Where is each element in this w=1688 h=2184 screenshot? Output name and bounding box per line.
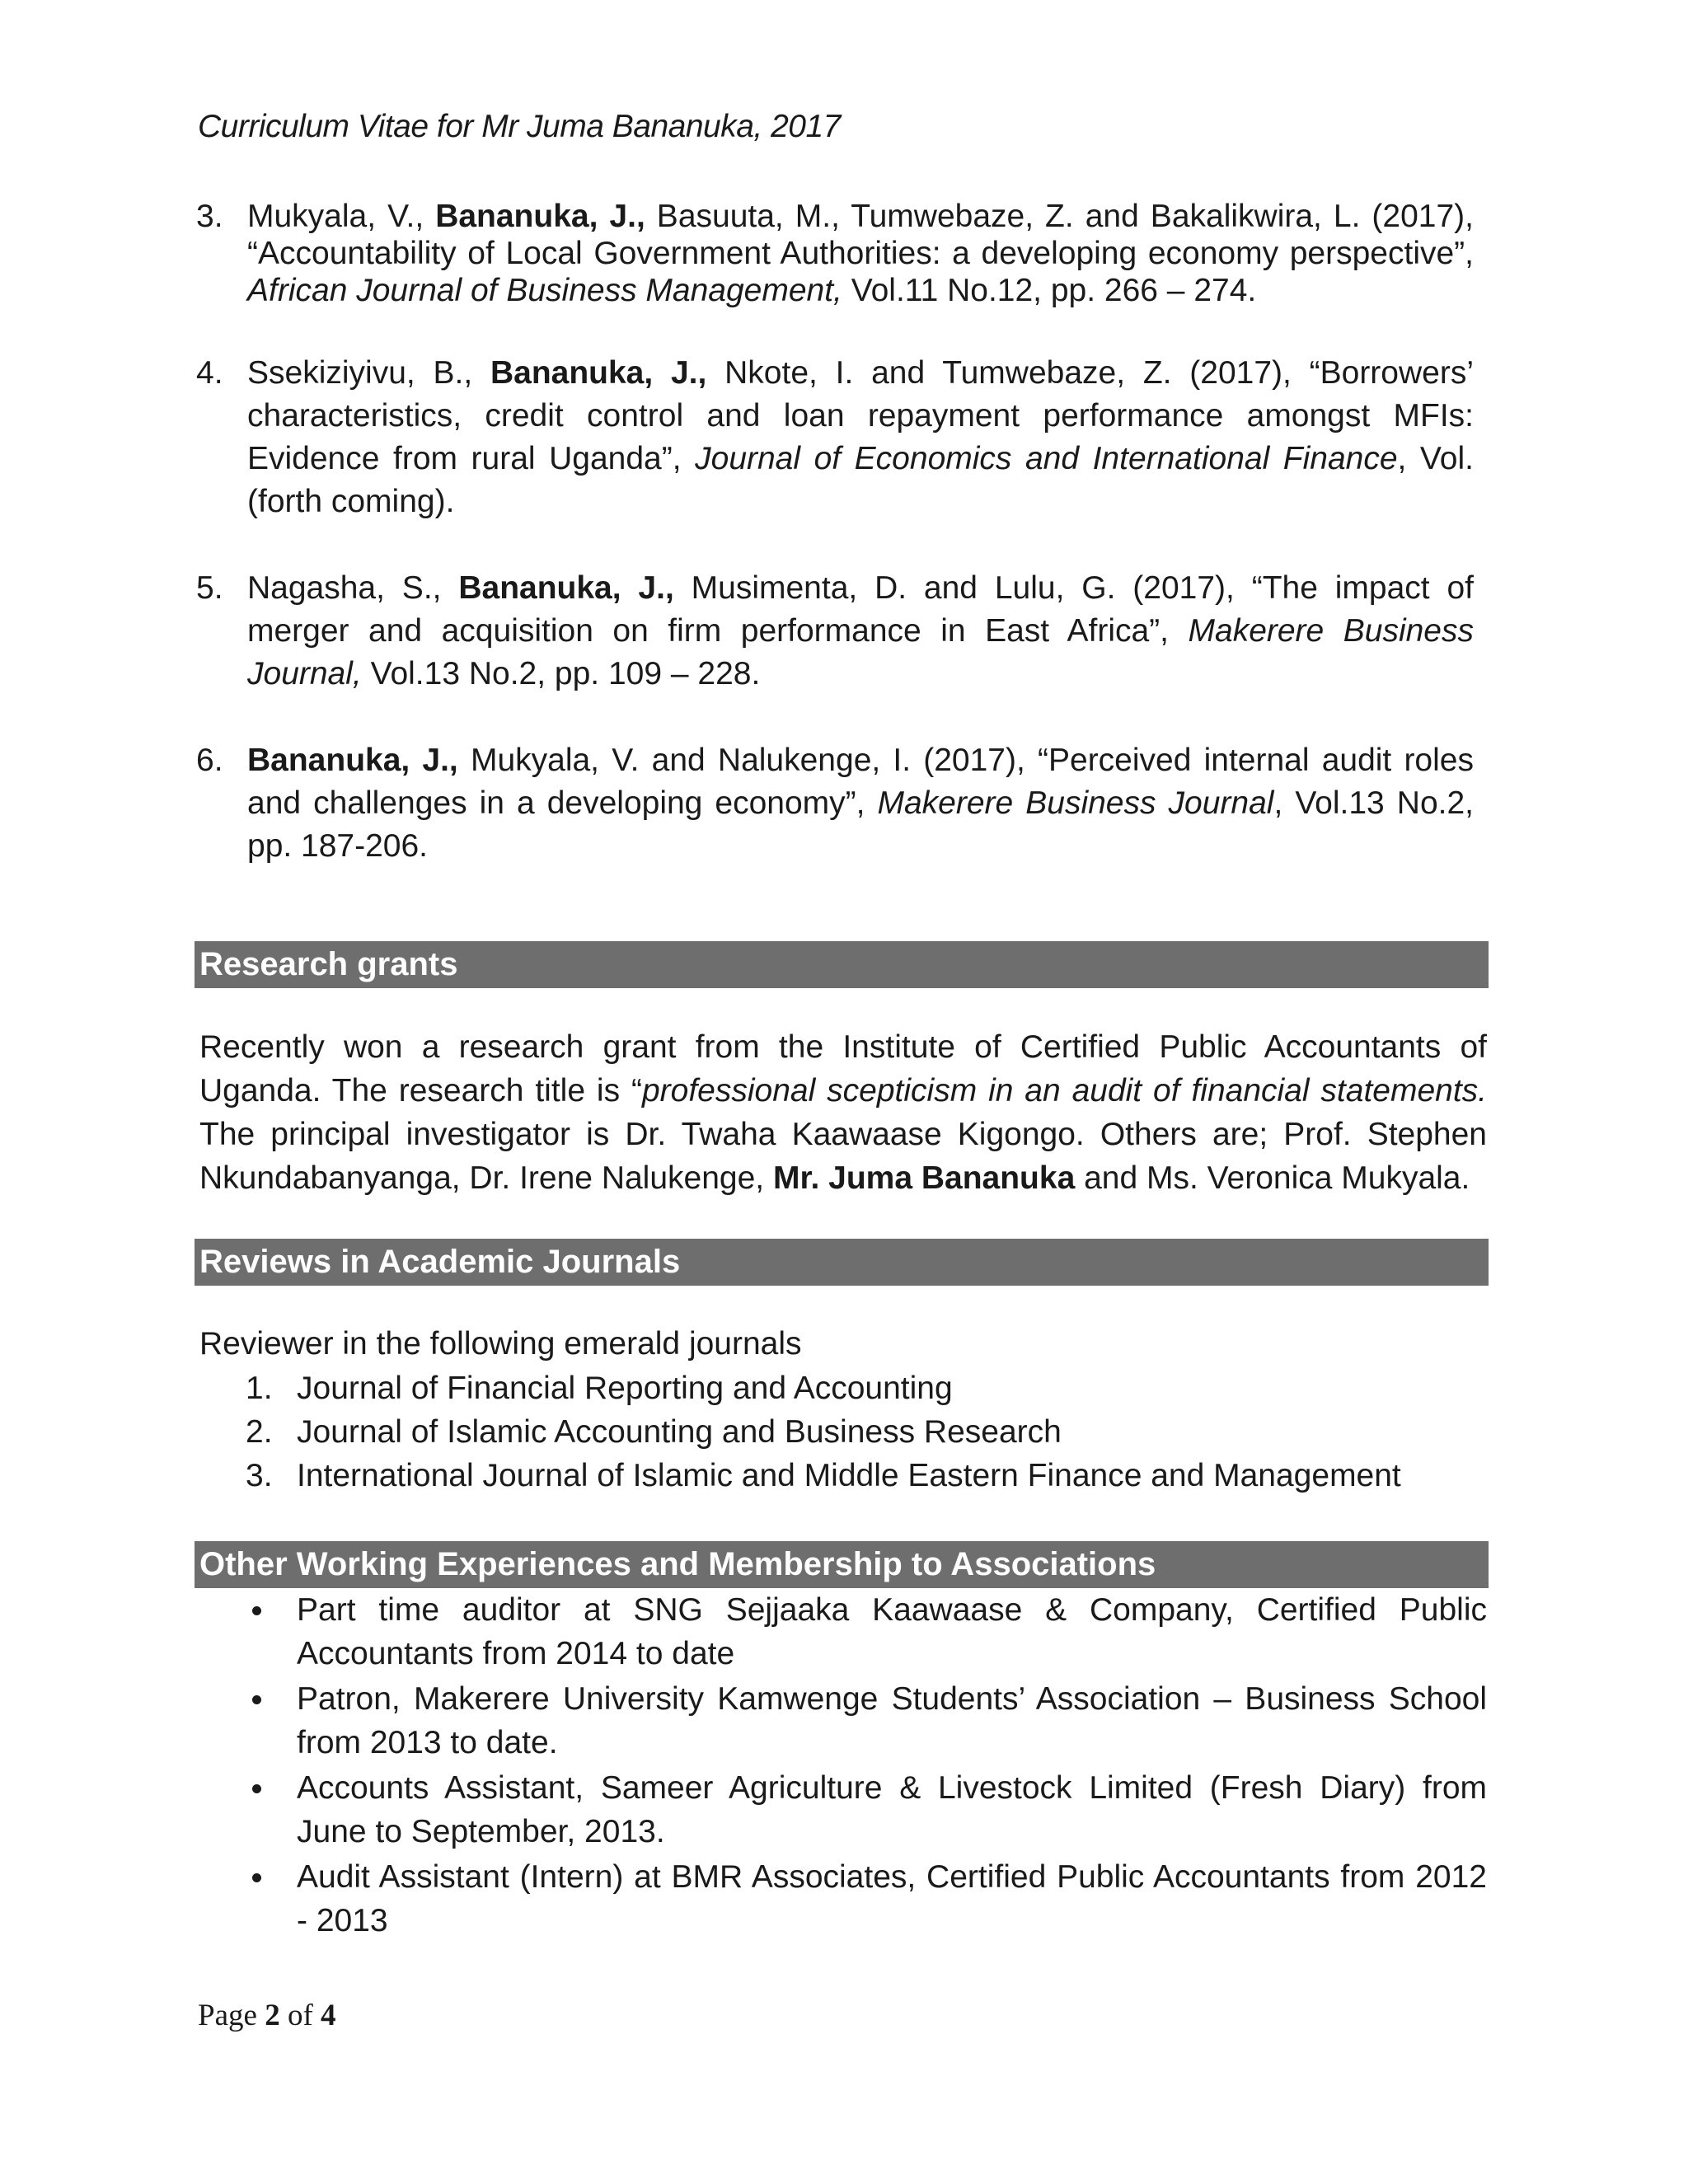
- publication-text: [247, 352, 1474, 523]
- publication-number: 4.: [196, 355, 223, 391]
- bullet-icon: [199, 1855, 297, 1943]
- journal-details: , Vol.13 No.2, pp. 187-206.: [247, 785, 1474, 864]
- page-label: Page: [198, 1999, 257, 2032]
- experience-text: Accounts Assistant, Sameer Agriculture & Livestock Limited (Fresh Diary) from June to September, 2013.: [297, 1770, 1487, 1849]
- publication-item: [196, 198, 1474, 309]
- publications-list: [196, 198, 1474, 912]
- authors-pre: Ssekiziyivu, B.,: [247, 355, 490, 391]
- review-journal-item: [199, 1454, 1485, 1497]
- journal-name: Makerere Business Journal,: [247, 613, 1474, 691]
- publication-item: [196, 352, 1474, 523]
- journal-details: , Vol. (forth coming).: [247, 441, 1474, 519]
- author-bold: Bananuka, J.,: [435, 199, 645, 234]
- authors-post: Basuuta, M., Tumwebaze, Z. and Bakalikwira, L. (2017), “Accountability of Local Government Authorities: a developing economy perspective”,: [247, 199, 1474, 271]
- experience-item: [199, 1588, 1487, 1675]
- grant-text-2: The principal investigator is Dr. Twaha Kaawaase Kigongo. Others are; Prof. Stephen Nkundabanyanga, Dr. Irene Nalukenge,: [199, 1117, 1487, 1196]
- review-journal-item: [199, 1410, 1485, 1454]
- review-number: 2.: [246, 1414, 273, 1450]
- publication-text: [247, 739, 1474, 868]
- grant-text-3: and Ms. Veronica Mukyala.: [1075, 1160, 1470, 1196]
- experience-text: Patron, Makerere University Kamwenge Students’ Association – Business School from 2013 to date.: [297, 1681, 1487, 1760]
- publication-number: 3.: [196, 199, 223, 234]
- journal-details: Vol.13 No.2, pp. 109 – 228.: [361, 656, 761, 691]
- reviews-list: [199, 1322, 1485, 1497]
- publication-number: 6.: [196, 743, 223, 778]
- review-number: 3.: [246, 1458, 273, 1493]
- bullet-icon: [199, 1766, 297, 1854]
- publication-number: 5.: [196, 570, 223, 606]
- research-grants-heading: Research grants: [195, 941, 1489, 988]
- review-journal: Journal of Islamic Accounting and Business Research: [297, 1414, 1062, 1450]
- authors-pre: Mukyala, V.,: [247, 199, 436, 234]
- publication-text: [247, 567, 1474, 696]
- research-grants-paragraph: [199, 1025, 1487, 1200]
- authors-pre: Nagasha, S.,: [247, 570, 459, 606]
- journal-name: African Journal of Business Management,: [247, 273, 842, 308]
- review-journal-item: [199, 1366, 1485, 1410]
- author-bold: Bananuka, J.,: [458, 570, 674, 606]
- page-current: 2: [265, 1999, 280, 2032]
- journal-name: Journal of Economics and International Finance: [695, 441, 1398, 476]
- journal-details: Vol.11 No.12, pp. 266 – 274.: [842, 273, 1257, 308]
- page-total: 4: [321, 1999, 336, 2032]
- review-journal: Journal of Financial Reporting and Accounting: [297, 1371, 953, 1406]
- grant-text-1: Recently won a research grant from the Institute of Certified Public Accountants of Uganda. The research title is “: [199, 1029, 1487, 1108]
- experience-item: [199, 1855, 1487, 1943]
- review-journal: International Journal of Islamic and Middle Eastern Finance and Management: [297, 1458, 1401, 1493]
- reviews-intro: Reviewer in the following emerald journals: [199, 1326, 802, 1361]
- bullet-icon: [199, 1677, 297, 1765]
- bullet-icon: [199, 1588, 297, 1675]
- publication-item: [196, 739, 1474, 868]
- publication-item: [196, 567, 1474, 696]
- journal-name: Makerere Business Journal: [877, 785, 1274, 821]
- experience-text: Part time auditor at SNG Sejjaaka Kaawaase & Company, Certified Public Accountants from 2014 to date: [297, 1592, 1487, 1671]
- grant-name-bold: Mr. Juma Bananuka: [772, 1160, 1076, 1196]
- authors-post: Musimenta, D. and Lulu, G. (2017), “The impact of merger and acquisition on firm performance in East Africa”,: [247, 570, 1474, 649]
- experience-item: [199, 1677, 1487, 1765]
- experience-heading: Other Working Experiences and Membership to Associations: [195, 1541, 1489, 1588]
- document-header: Curriculum Vitae for Mr Juma Bananuka, 2017: [198, 109, 841, 144]
- reviews-heading: Reviews in Academic Journals: [195, 1239, 1489, 1286]
- experience-list: [199, 1588, 1487, 1944]
- authors-post: Nkote, I. and Tumwebaze, Z. (2017), “Borrowers’ characteristics, credit control and loan repayment performance amongst MFIs: Evidence from rural Uganda”,: [247, 355, 1474, 476]
- page-footer: [198, 1998, 336, 2033]
- review-number: 1.: [246, 1371, 273, 1406]
- author-bold: Bananuka, J.,: [247, 743, 458, 778]
- author-bold: Bananuka, J.,: [490, 355, 707, 391]
- experience-item: [199, 1766, 1487, 1854]
- experience-text: Audit Assistant (Intern) at BMR Associates, Certified Public Accountants from 2012 - 2013: [297, 1859, 1487, 1938]
- grant-title: professional scepticism in an audit of financial statements.: [641, 1073, 1488, 1108]
- publication-text: [247, 198, 1474, 309]
- of-label: of: [287, 1999, 313, 2032]
- authors-post: Mukyala, V. and Nalukenge, I. (2017), “Perceived internal audit roles and challenges in a developing economy”,: [247, 743, 1474, 821]
